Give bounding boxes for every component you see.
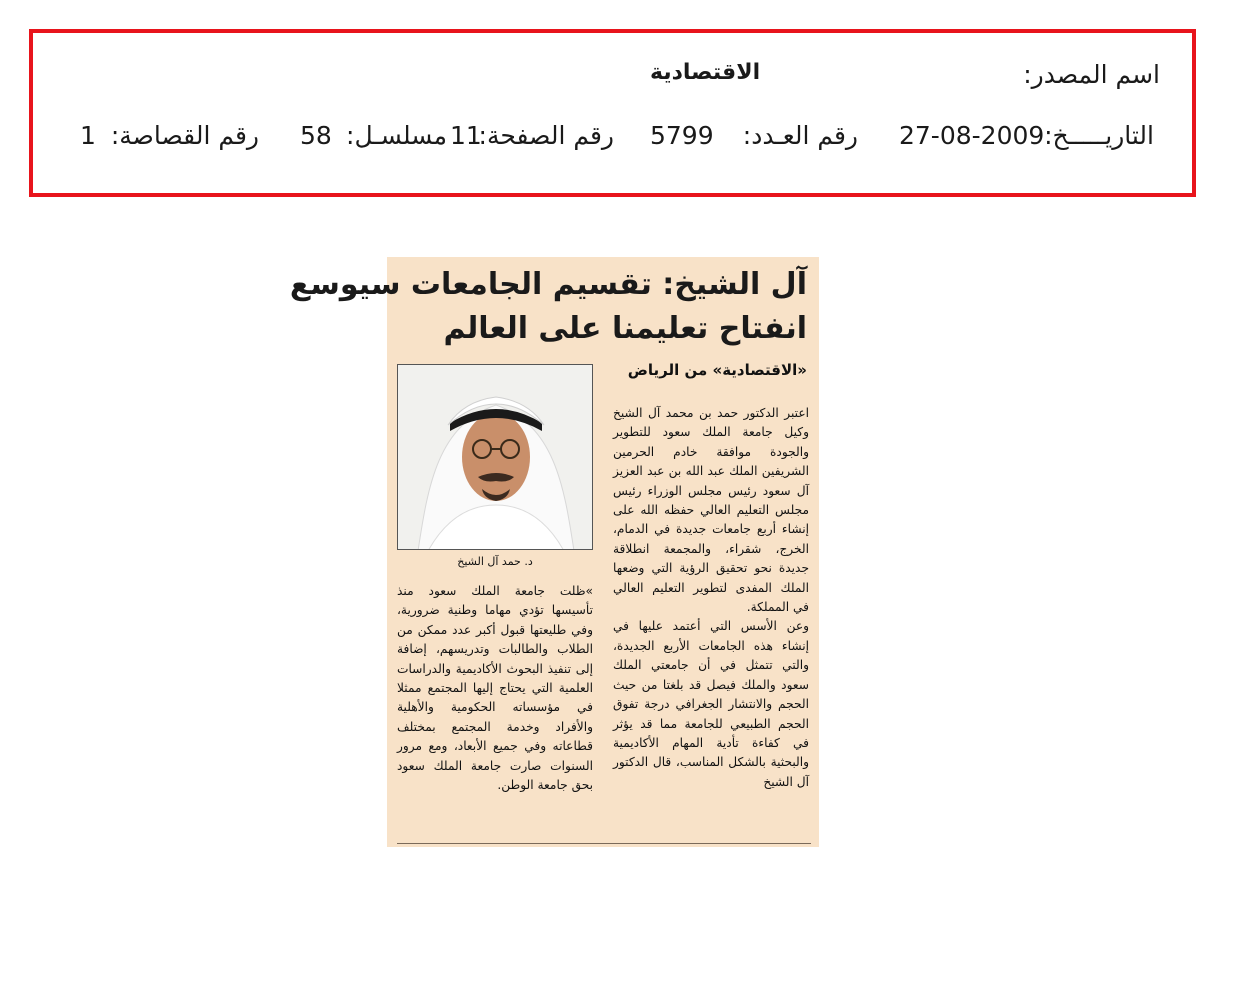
article-paragraph: اعتبر الدكتور حمد بن محمد آل الشيخ وكيل جامعة الملك سعود للتطوير والجودة موافقة خادم الحرمين الشريفين الملك عبد الله بن عبد العزيز آل سعود رئيس مجلس الوزراء رئيس مجلس التعليم العالي حفظه الله على إنشاء أربع جامعات جديدة في الدمام، الخرج، شقراء، والمجمعة انطلاقة جديدة نحو تحقيق الرؤية التي وضعها الملك المفدى لتطوير التعليم العالي في المملكة. <box>613 406 809 615</box>
page-value: 11 <box>450 121 482 150</box>
byline: «الاقتصادية» من الرياض <box>627 361 807 379</box>
article-column-right <box>613 404 809 792</box>
headline-line-1: آل الشيخ: تقسيم الجامعات سيوسع <box>289 267 807 302</box>
source-value: الاقتصادية <box>650 60 761 85</box>
article-paragraph: »ظلت جامعة الملك سعود منذ تأسيسها تؤدي مهاما وطنية ضرورية، وفي طليعتها قبول أكبر عدد ممكن من الطلاب والطالبات وتدريسهم، إضافة إلى تنفيذ البحوث الأكاديمية والدراسات العلمية التي يحتاج إليها المجتمع ممثلا في مؤسساته الحكومية والأهلية والأفراد وخدمة المجتمع بمختلف قطاعاته وفي جميع الأبعاد، ومع مرور السنوات صارت جامعة الملك سعود بحق جامعة الوطن. <box>397 584 593 793</box>
source-info-box <box>29 29 1196 197</box>
page-label: رقم الصفحة: <box>478 121 614 150</box>
issue-value: 5799 <box>650 121 714 150</box>
date-value: 27-08-2009 <box>899 121 1045 150</box>
source-label: اسم المصدر: <box>1023 60 1160 89</box>
portrait-illustration <box>398 365 593 550</box>
serial-label: مسلسـل: <box>346 121 447 150</box>
article-column-left <box>397 582 593 795</box>
article-paragraph: وعن الأسس التي أعتمد عليها في إنشاء هذه الجامعات الأربع الجديدة، والتي تتمثل في أن جامعتي الملك سعود والملك فيصل قد بلغتا من حيث الحجم والانتشار الجغرافي درجة تفوق الحجم الطبيعي للجامعة مما قد يؤثر في كفاءة تأدية المهام الأكاديمية والبحثية بالشكل المناسب، قال الدكتور آل الشيخ <box>613 619 809 789</box>
date-label: التاريـــــخ: <box>1044 121 1154 150</box>
issue-label: رقم العـدد: <box>742 121 858 150</box>
serial-value: 58 <box>300 121 332 150</box>
clip-label: رقم القصاصة: <box>110 121 259 150</box>
portrait-photo <box>397 364 593 550</box>
newspaper-clipping <box>289 257 819 847</box>
headline-line-2: انفتاح تعليمنا على العالم <box>443 311 807 346</box>
bottom-rule <box>397 843 811 844</box>
clip-value: 1 <box>80 121 96 150</box>
photo-caption: د. حمد آل الشيخ <box>457 555 533 568</box>
